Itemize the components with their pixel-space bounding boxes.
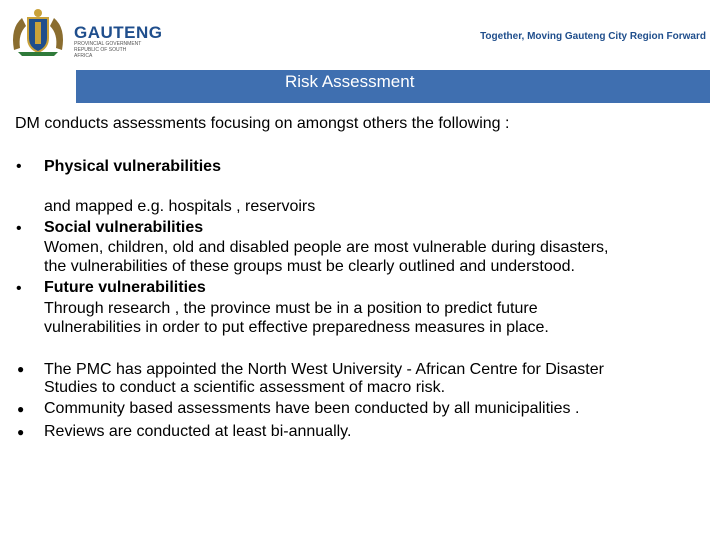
section-text: the vulnerabilities of these groups must be clearly outlined and understood. — [44, 258, 575, 275]
section-heading-social: Social vulnerabilities — [44, 219, 204, 236]
intro-text: DM conducts assessments focusing on amongst others the following : — [15, 115, 510, 132]
section-text: and mapped e.g. hospitals , reservoirs — [44, 198, 316, 215]
brand-name: GAUTENG — [74, 23, 163, 42]
bullet: ● — [17, 402, 25, 416]
section-text: Women, children, old and disabled people are most vulnerable during disasters, — [44, 239, 609, 256]
point-text: Community based assessments have been conducted by all municipalities . — [44, 400, 580, 417]
point-text: The PMC has appointed the North West University - African Centre for Disaster — [44, 361, 604, 378]
tagline: Together, Moving Gauteng City Region Forward — [480, 31, 706, 42]
bullet: ● — [17, 362, 25, 376]
section-text: Through research , the province must be in a position to predict future — [44, 300, 538, 317]
section-heading-physical: Physical vulnerabilities — [44, 158, 221, 175]
page-title: Risk Assessment — [285, 72, 415, 91]
point-text: Reviews are conducted at least bi-annually. — [44, 423, 352, 440]
brand-subtitle: PROVINCIAL GOVERNMENT REPUBLIC OF SOUTH AFRICA — [74, 41, 142, 59]
bullet: • — [16, 158, 22, 175]
bullet: • — [16, 280, 22, 297]
section-heading-future: Future vulnerabilities — [44, 279, 206, 296]
point-text: Studies to conduct a scientific assessment of macro risk. — [44, 379, 446, 396]
bullet: • — [16, 220, 22, 237]
bullet: ● — [17, 425, 25, 439]
section-text: vulnerabilities in order to put effective preparedness measures in place. — [44, 319, 549, 336]
